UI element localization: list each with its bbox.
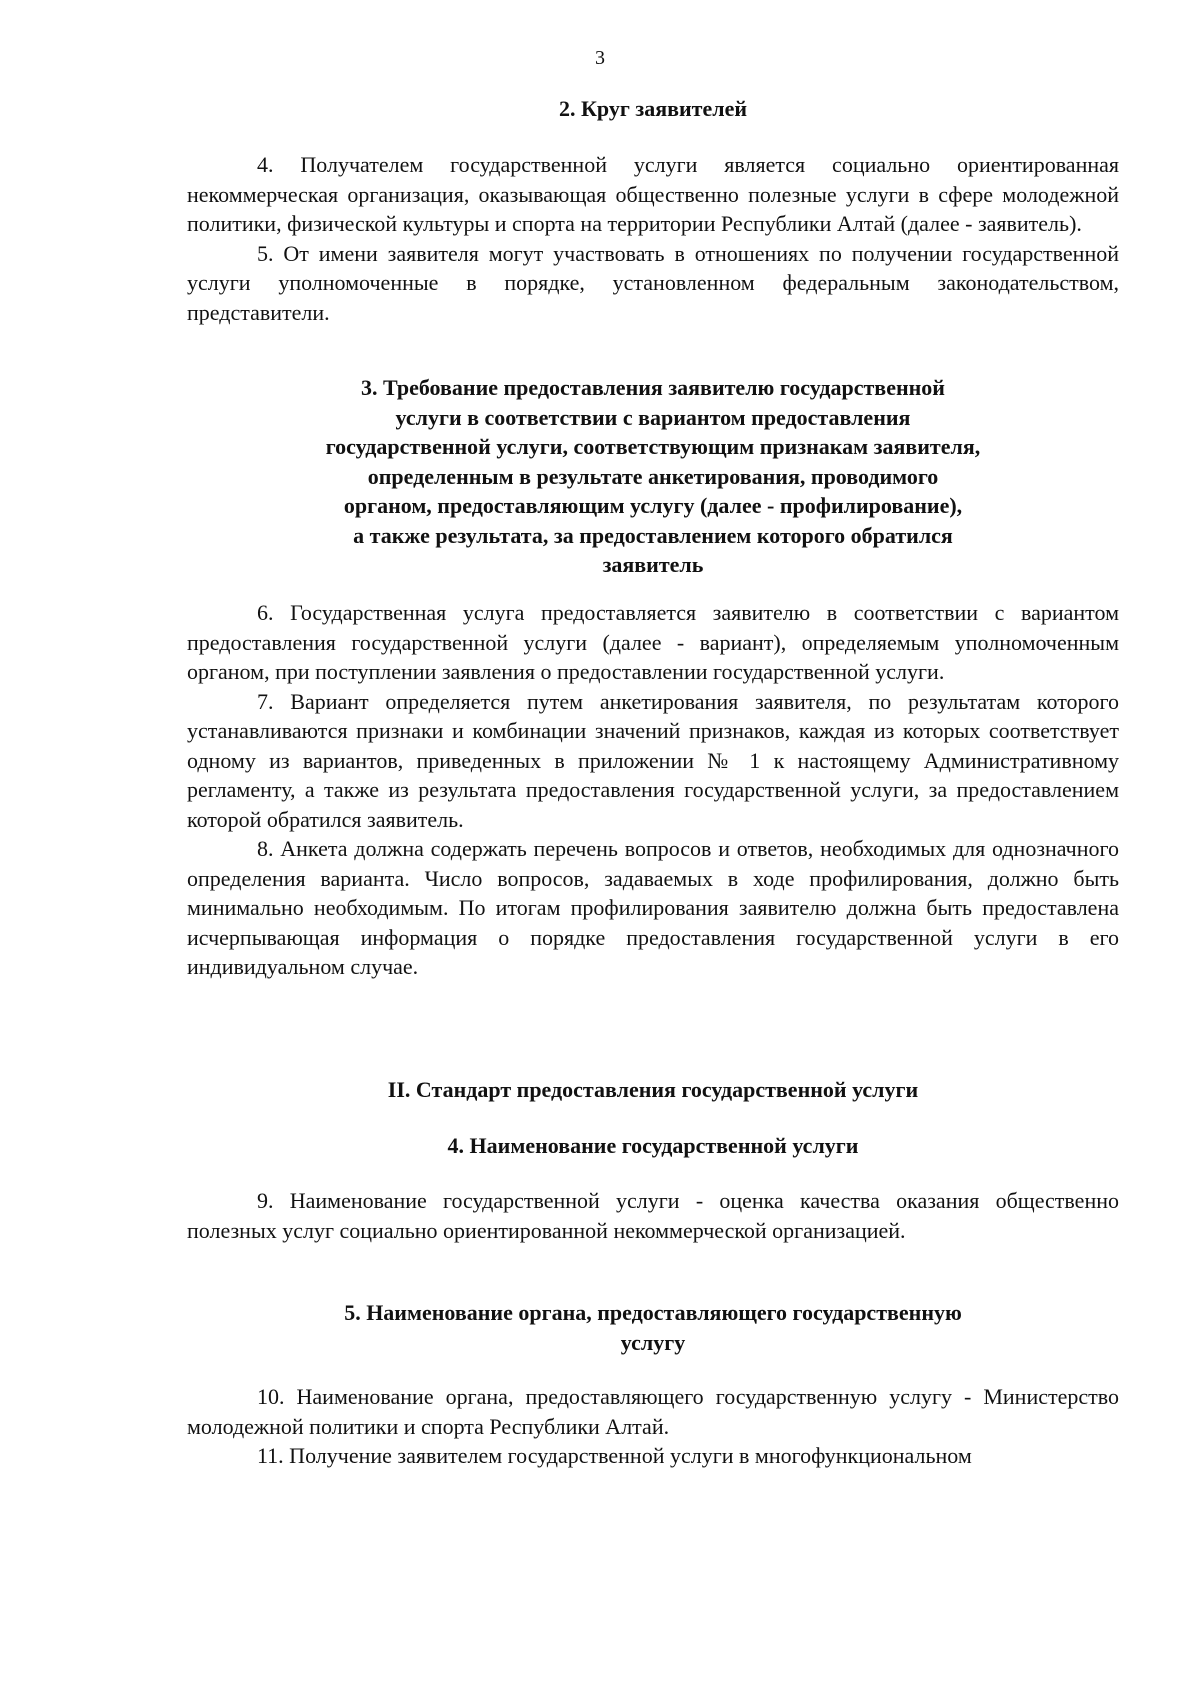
paragraph-11: 11. Получение заявителем государственной услуги в многофункциональном [257, 1443, 972, 1468]
section-5-body [187, 1382, 1119, 1471]
section-4-body [187, 1186, 1119, 1245]
paragraph-8: 8. Анкета должна содержать перечень вопросов и ответов, необходимых для однозначного определения варианта. Число вопросов, задаваемых в ходе профилирования, должно быть минимально необходимым. По итогам профилирования заявителю должна быть предоставлена исчерпывающая информация о порядке предоставления государственной услуги в его индивидуальном случае. [187, 836, 1119, 979]
paragraph-7: 7. Вариант определяется путем анкетирования заявителя, по результатам которого устанавливаются признаки и комбинации значений признаков, каждая из которых соответствует одному из вариантов, приведенных в приложении № 1 к настоящему Административному регламенту, а также из результата предоставления государственной услуги, за предоставлением которой обратился заявитель. [187, 688, 1119, 832]
heading-3-line: заявитель [602, 552, 704, 577]
heading-3-line: органом, предоставляющим услугу (далее - профилирование), [343, 493, 963, 518]
heading-3-line: определенным в результате анкетирования, проводимого [367, 463, 939, 489]
heading-3-line: а также результата, за предоставлением которого обратился [353, 522, 953, 548]
paragraph-5: 5. От имени заявителя могут участвовать в отношениях по получении государственной услуги уполномоченные в порядке, установленном федеральным законодательством, представители. [187, 240, 1119, 325]
part-heading-II: II. Стандарт предоставления государственной услуги [387, 1077, 919, 1102]
heading-3-line: услуги в соответствии с вариантом предоставления [395, 404, 911, 430]
heading-3-line: государственной услуги, соответствующим признакам заявителя, [325, 434, 981, 459]
section-heading-2: 2. Круг заявителей [558, 96, 748, 121]
heading-5-line: 5. Наименование органа, предоставляющего государственную [344, 1300, 962, 1325]
paragraph-6: 6. Государственная услуга предоставляется заявителю в соответствии с вариантом предоставления государственной услуги (далее - вариант), определяемым уполномоченным органом, при поступлении заявления о предоставлении государственной услуги. [187, 600, 1119, 684]
paragraph-10: 10. Наименование органа, предоставляющего государственную услугу - Министерство молодежной политики и спорта Республики Алтай. [187, 1384, 1119, 1439]
section-heading-4: 4. Наименование государственной услуги [447, 1133, 859, 1158]
paragraph-9: 9. Наименование государственной услуги - оценка качества оказания общественно полезных услуг социально ориентированной некоммерческой организацией. [187, 1188, 1119, 1243]
heading-5-line: услугу [620, 1329, 686, 1355]
section-heading-3 [187, 373, 1119, 580]
paragraph-4: 4. Получателем государственной услуги является социально ориентированная некоммерческая организация, оказывающая общественно полезные услуги в сфере молодежной политики, физической культуры и спорта на территории Республики Алтай (далее - заявитель). [187, 152, 1119, 236]
heading-3-line: 3. Требование предоставления заявителю государственной [361, 375, 945, 400]
section-heading-5 [187, 1298, 1119, 1357]
section-2-body [187, 150, 1119, 327]
page-number: 3 [595, 47, 605, 69]
section-3-body [187, 598, 1119, 982]
